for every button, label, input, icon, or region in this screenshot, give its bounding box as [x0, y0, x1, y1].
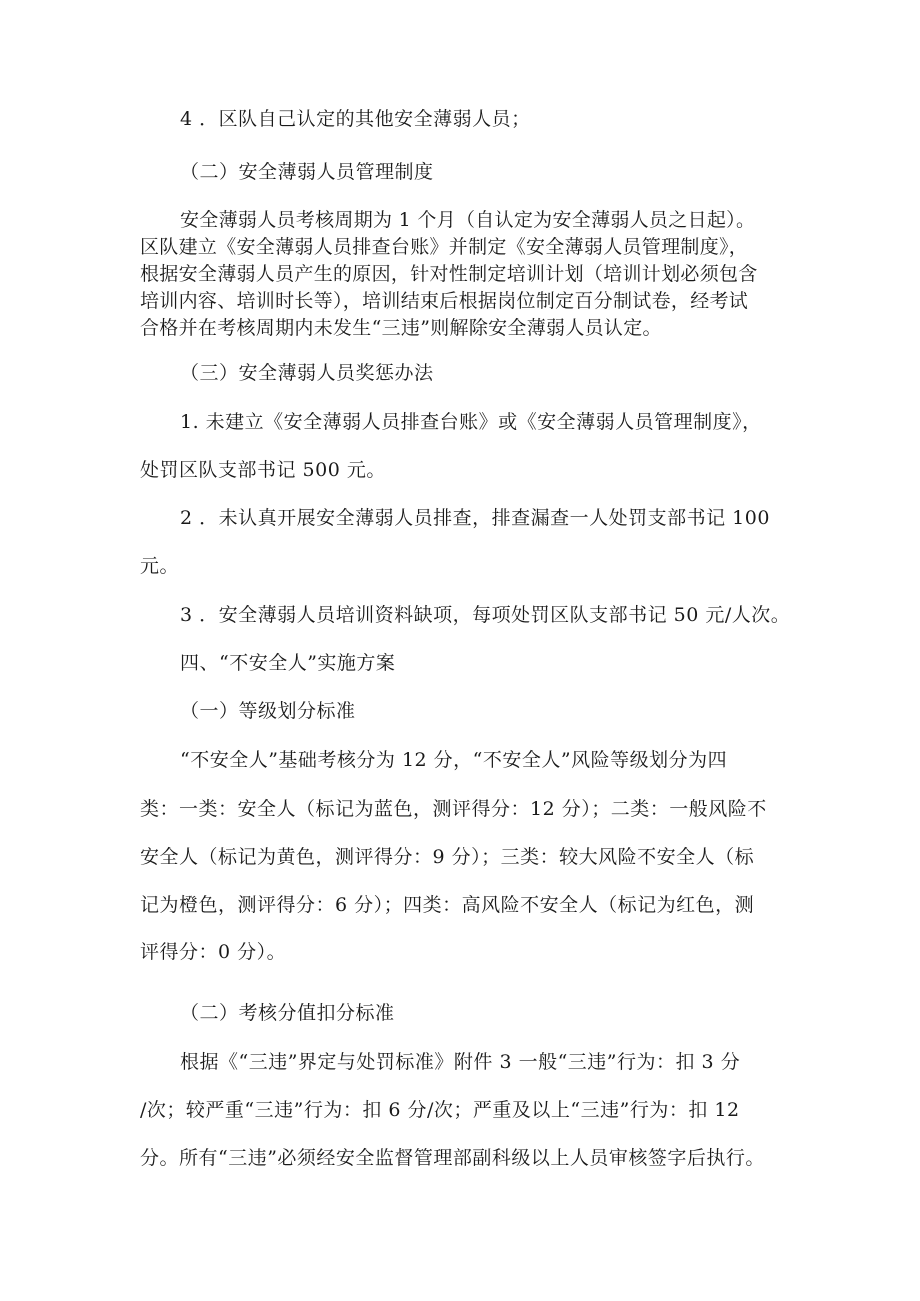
rule-2-line-2: 元。 [140, 555, 180, 577]
section-2-body-line-1: 安全薄弱人员考核周期为 1 个月（自认定为安全薄弱人员之日起）。 [180, 209, 756, 231]
part-4-sub-2: （二）考核分值扣分标准 [180, 1002, 395, 1024]
part-4-heading: 四、“不安全人”实施方案 [180, 652, 396, 674]
grading-body-line-2: 类：一类：安全人（标记为蓝色，测评得分：12 分）；二类：一般风险不 [140, 798, 767, 820]
deduction-body-line-2: /次；较严重“三违”行为：扣 6 分/次；严重及以上“三违”行为：扣 12 [140, 1099, 740, 1121]
section-2-body-line-3: 根据安全薄弱人员产生的原因，针对性制定培训计划（培训计划必须包含 [140, 263, 758, 285]
grading-body-line-1: “不安全人”基础考核分为 12 分，“不安全人”风险等级划分为四 [180, 749, 728, 771]
section-2-body-line-4: 培训内容、培训时长等），培训结束后根据岗位制定百分制试卷，经考试 [140, 290, 749, 312]
rule-3: 3 ．安全薄弱人员培训资料缺项，每项处罚区队支部书记 50 元/人次。 [180, 604, 791, 626]
part-4-sub-1: （一）等级划分标准 [180, 700, 356, 722]
deduction-body-line-3: 分。所有“三违”必须经安全监督管理部副科级以上人员审核签字后执行。 [140, 1147, 765, 1169]
section-3-heading: （三）安全薄弱人员奖惩办法 [180, 362, 434, 384]
section-2-body-line-2: 区队建立《安全薄弱人员排查台账》并制定《安全薄弱人员管理制度》， [140, 236, 749, 258]
section-2-heading: （二）安全薄弱人员管理制度 [180, 161, 434, 183]
grading-body-line-4: 记为橙色，测评得分：6 分）；四类：高风险不安全人（标记为红色，测 [140, 894, 755, 916]
rule-2-line-1: 2 ．未认真开展安全薄弱人员排查，排查漏查一人处罚支部书记 100 [180, 507, 770, 529]
item-4: 4 ．区队自己认定的其他安全薄弱人员； [180, 108, 531, 130]
grading-body-line-5: 评得分：0 分）。 [140, 941, 287, 963]
grading-body-line-3: 安全人（标记为黄色，测评得分：9 分）；三类：较大风险不安全人（标 [140, 846, 755, 868]
rule-1-line-2: 处罚区队支部书记 500 元。 [140, 459, 386, 481]
section-2-body-line-5: 合格并在考核周期内未发生“三违”则解除安全薄弱人员认定。 [140, 317, 662, 339]
deduction-body-line-1: 根据《“三违”界定与处罚标准》附件 3 一般“三违”行为：扣 3 分 [180, 1051, 741, 1073]
rule-1-line-1: 1. 未建立《安全薄弱人员排查台账》或《安全薄弱人员管理制度》， [180, 411, 762, 433]
